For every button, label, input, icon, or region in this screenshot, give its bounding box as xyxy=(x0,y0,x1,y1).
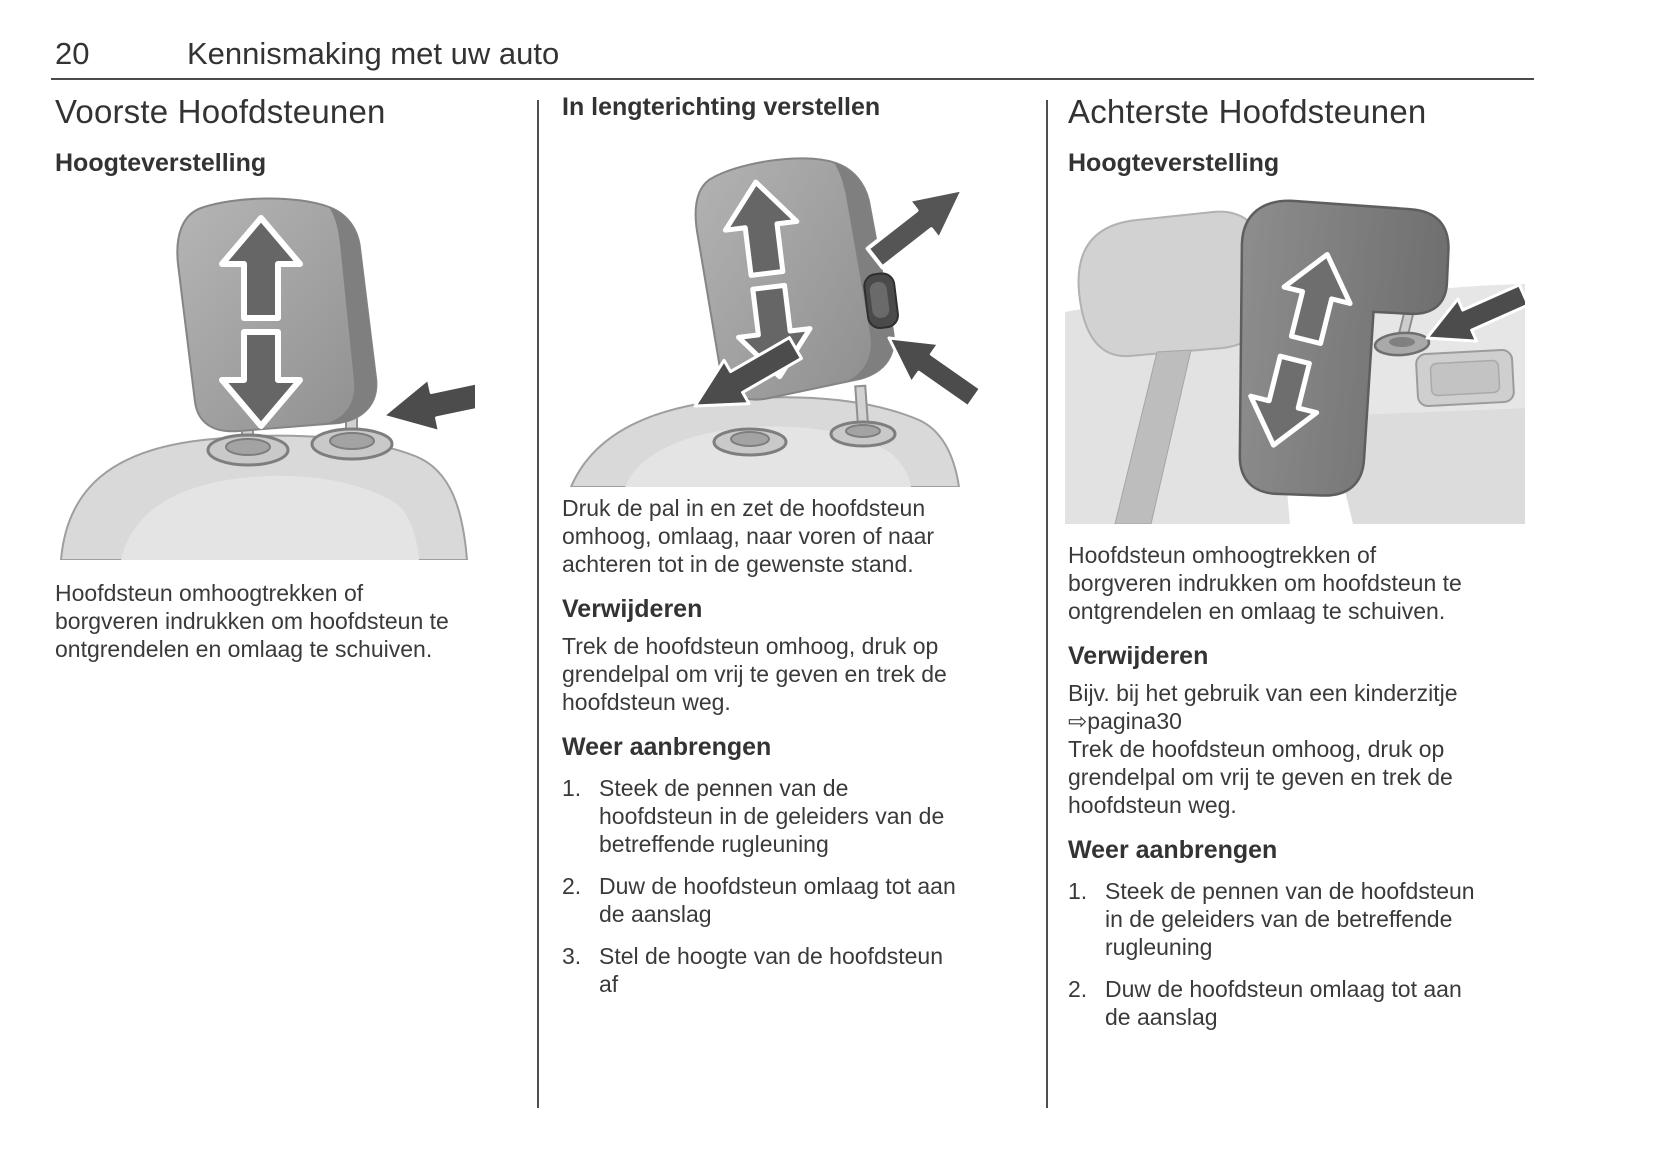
numbered-steps xyxy=(562,774,982,998)
note-line: Bijv. bij het gebruik van een kinderzitje xyxy=(1068,680,1458,706)
deck-recess-inner xyxy=(1430,360,1500,396)
subsection-heading: Verwijderen xyxy=(1068,642,1209,670)
unlock-press-arrow-icon xyxy=(377,364,475,442)
subsection-heading: Hoogteverstelling xyxy=(55,149,267,177)
list-item-number: 1. xyxy=(562,775,582,801)
body-paragraph: Trek de hoofdsteun omhoog, druk op grendelpal om vrij te geven en trek de hoofdsteun weg. xyxy=(1068,736,1453,818)
list-item xyxy=(562,942,982,998)
list-item-text: Duw de hoofdsteun omlaag tot aan de aanslag xyxy=(599,873,956,927)
numbered-steps xyxy=(1068,877,1508,1031)
list-item-number: 2. xyxy=(562,873,582,899)
post-grommet-left-inner xyxy=(731,432,769,446)
column-divider-2 xyxy=(1046,100,1048,1108)
lengthwise-adjust-figure xyxy=(545,142,982,492)
list-item xyxy=(562,774,982,858)
section-title: Achterste Hoofdsteunen xyxy=(1068,93,1427,130)
list-item-number: 1. xyxy=(1068,878,1088,904)
list-item-text: Steek de pennen van de hoofdsteun in de geleiders van de betreffende rugleuning xyxy=(599,775,945,857)
subsection-heading: Weer aanbrengen xyxy=(562,733,772,761)
list-item xyxy=(1068,975,1508,1031)
post-grommet-right-inner xyxy=(330,433,374,449)
column-rear-headrests xyxy=(1068,92,1508,1045)
subsection-heading: Weer aanbrengen xyxy=(1068,836,1278,864)
subsection-heading: Verwijderen xyxy=(562,595,703,623)
list-item-number: 2. xyxy=(1068,976,1088,1002)
post-grommet-left-inner xyxy=(226,439,270,455)
body-paragraph: Hoofdsteun omhoogtrekken of borgveren indrukken om hoofdsteun te ontgrendelen en omlaag te schuiven. xyxy=(55,580,449,662)
list-item-text: Steek de pennen van de hoofdsteun in de geleiders van de betreffende rugleuning xyxy=(1105,878,1475,960)
list-item-number: 3. xyxy=(562,943,582,969)
subsection-heading: In lengterichting verstellen xyxy=(562,93,881,121)
lengthwise-adjust-illustration xyxy=(545,142,980,487)
page-reference: ⇨pagina30 xyxy=(1068,708,1182,734)
column-front-headrests xyxy=(55,92,487,663)
chapter-title: Kennismaking met uw auto xyxy=(187,36,560,71)
list-item xyxy=(562,872,982,928)
subsection-heading: Hoogteverstelling xyxy=(1068,149,1280,177)
list-item-text: Duw de hoofdsteun omlaag tot aan de aanslag xyxy=(1105,976,1462,1030)
header-rule xyxy=(51,78,1534,80)
rear-headrest-height-figure xyxy=(1065,192,1508,529)
rear-headrest-height-illustration xyxy=(1065,192,1525,524)
body-paragraph: Trek de hoofdsteun omhoog, druk op grendelpal om vrij te geven en trek de hoofdsteun weg. xyxy=(562,633,947,715)
list-item xyxy=(1068,877,1508,961)
pull-back-arrow-icon xyxy=(860,169,979,277)
column-divider-1 xyxy=(537,100,539,1108)
section-title: Voorste Hoofdsteunen xyxy=(55,93,386,130)
front-headrest-height-figure xyxy=(55,192,487,565)
list-item-text: Stel de hoogte van de hoofdsteun af xyxy=(599,943,944,997)
front-headrest-height-illustration xyxy=(55,192,475,560)
post-grommet-right-inner xyxy=(846,425,880,437)
body-paragraph: Hoofdsteun omhoogtrekken of borgveren indrukken om hoofdsteun te ontgrendelen en omlaag te schuiven. xyxy=(1068,542,1462,624)
column-lengthwise-adjust xyxy=(562,92,982,1012)
release-collar-inner xyxy=(1389,337,1415,347)
page-number: 20 xyxy=(55,36,90,71)
body-paragraph: Druk de pal in en zet de hoofdsteun omhoog, omlaag, naar voren of naar achteren tot in de gewenste stand. xyxy=(562,495,935,577)
